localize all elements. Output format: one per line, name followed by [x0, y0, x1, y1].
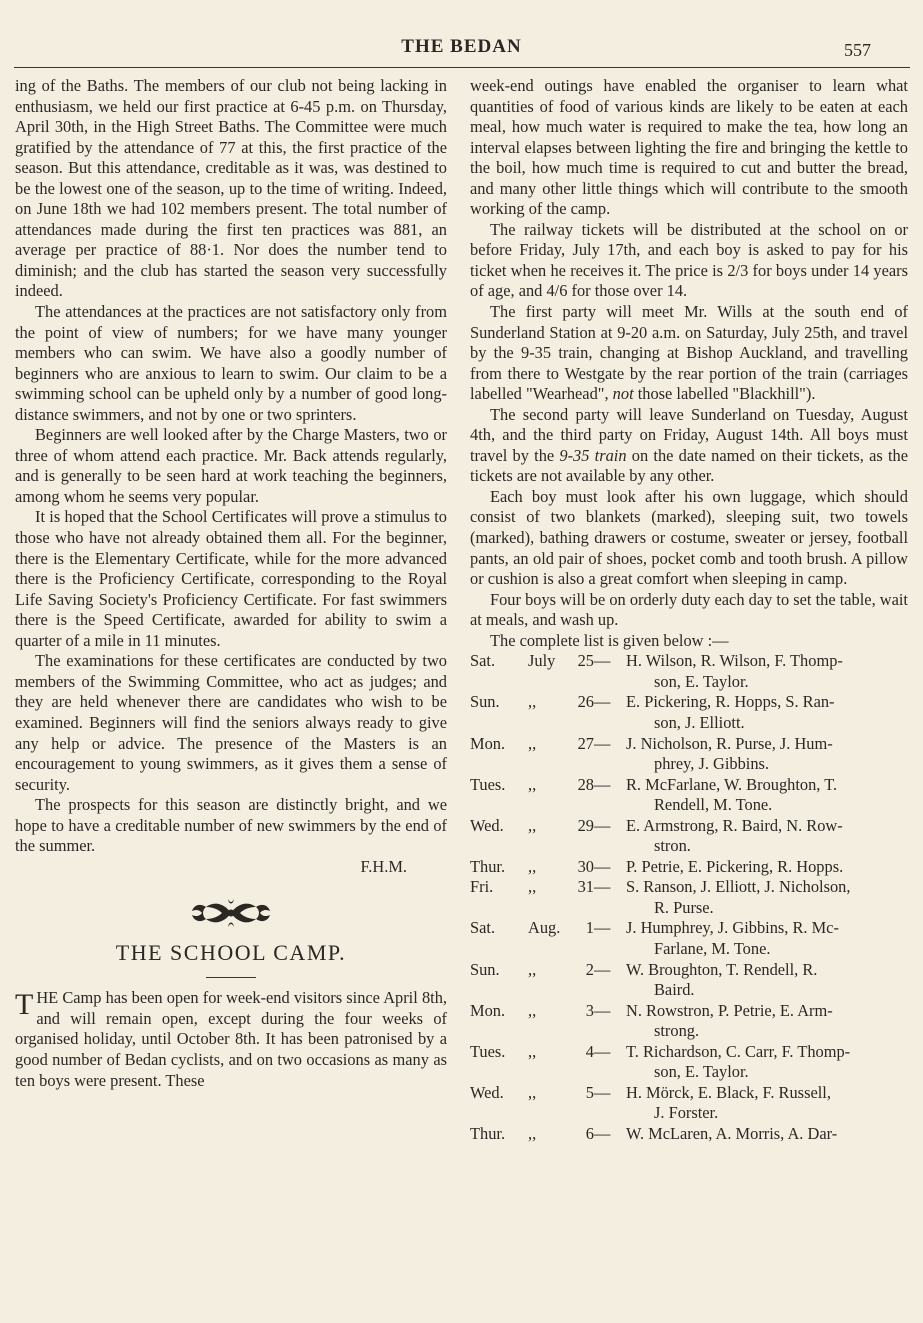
duty-month: ,,: [528, 692, 537, 712]
camp-paragraph-5-emphasis: 9-35 train: [559, 445, 627, 465]
heading-rule: [206, 977, 256, 978]
camp-paragraph-4-emphasis: not: [612, 384, 634, 404]
duty-day: Tues.: [470, 1041, 506, 1061]
duty-names-line-1: H. Mörck, E. Black, F. Russell,: [626, 1082, 831, 1102]
duty-day: Sat.: [470, 918, 496, 938]
duty-month: ,,: [528, 959, 537, 979]
duty-list-item: [470, 734, 908, 775]
duty-day: Sat.: [470, 651, 496, 671]
duty-date: 5: [585, 1082, 594, 1102]
duty-dash: —: [594, 959, 611, 979]
duty-names-line-1: N. Rowstron, P. Petrie, E. Arm-: [626, 1000, 833, 1020]
duty-dash: —: [594, 651, 611, 671]
duty-list-item: [470, 877, 908, 918]
fleuron-ornament-icon: [188, 893, 274, 933]
duty-list-item: [470, 918, 908, 959]
duty-date: 31: [577, 877, 594, 897]
drop-cap: T: [15, 988, 34, 1022]
orderly-duty-list: [470, 651, 908, 1144]
author-signature: F.H.M.: [360, 856, 407, 876]
swimming-paragraph-1: ing of the Baths. The members of our club not being lacking in enthusiasm, we held our first practice at 6-45 p.m. on Thursday, April 30th, in the High Street Baths. The Committee were much gratified by the attendance of 77 at this, the first practice of the season. But this attendance, creditable as it was, was destined to be the lowest one of the season, up to the time of writing. Indeed, on June 18th we had 102 members present. The total number of attendances made during the first ten practices was 881, an average per practice of 88·1. Nor does the number tend to diminish; and the club has started the season very successfully indeed.: [15, 76, 447, 301]
left-column: [15, 76, 447, 1091]
duty-date: 1: [585, 918, 594, 938]
duty-dash: —: [594, 1000, 611, 1020]
camp-paragraph-8: The complete list is given below :—: [490, 630, 729, 650]
duty-dash: —: [594, 733, 611, 753]
duty-dash: —: [594, 918, 611, 938]
duty-names-line-1: T. Richardson, C. Carr, F. Thomp-: [626, 1041, 851, 1061]
camp-paragraph-3: The railway tickets will be distributed at the school on or before Friday, July 17th, and each boy is asked to pay for his ticket when he receives it. The price is 2/3 for boys under 14 years of age, and 4/6 for those over 14.: [470, 219, 908, 301]
duty-names-line-1: R. McFarlane, W. Broughton, T.: [626, 774, 838, 794]
page-number: 557: [844, 40, 871, 60]
duty-date: 2: [585, 959, 594, 979]
duty-dash: —: [594, 877, 611, 897]
duty-dash: —: [594, 774, 611, 794]
duty-month: ,,: [528, 1123, 537, 1143]
camp-paragraph-5-text-a: The second party will leave Sunderland on Tuesday, August 4th, and the third party on Friday, August 14th. All boys must travel by the: [470, 404, 908, 465]
duty-date: 30: [577, 856, 594, 876]
camp-paragraph-6: Each boy must look after his own luggage, which should consist of two blankets (marked), sleeping suit, two towels (marked), bathing drawers or costume, sweater or jersey, football pants, an old pair of shoes, pocket comb and tooth brush. A pillow or cushion is also a great comfort when sleeping in camp.: [470, 486, 908, 589]
duty-month: July: [528, 651, 556, 671]
duty-list-item: [470, 816, 908, 857]
duty-date: 4: [585, 1041, 594, 1061]
swimming-paragraph-4: It is hoped that the School Certificates will prove a stimulus to those who have not already obtained them all. For the beginner, there is the Elementary Certificate, while for the more advanced there is the Proficiency Certificate, corresponding to the Royal Life Saving Society's Proficiency Certificate. For fast swimmers there is the Speed Certificate, awarded for ability to swim a quarter of a mile in 11 minutes.: [15, 507, 447, 650]
duty-names-line-1: S. Ranson, J. Elliott, J. Nicholson,: [626, 877, 851, 897]
duty-list-item: [470, 1001, 908, 1042]
duty-day: Mon.: [470, 1000, 506, 1020]
duty-day: Sun.: [470, 692, 500, 712]
duty-month: ,,: [528, 774, 537, 794]
camp-paragraph-5-text-b: on the date named on their tickets, as the tickets are not available by any other.: [470, 445, 908, 486]
duty-names-line-2: strong.: [654, 1021, 700, 1041]
duty-dash: —: [594, 856, 611, 876]
camp-paragraph-1-text: HE Camp has been open for week-end visitors since April 8th, and will remain open, except during the four weeks of organised holiday, until October 8th. It has been patronised by a good number of Bedan cyclists, and on two occasions as many as ten boys were present. These: [15, 988, 447, 1090]
duty-month: Aug.: [528, 918, 561, 938]
swimming-paragraph-2: The attendances at the practices are not satisfactory only from the point of view of numbers; for we have many younger members who can swim. We have also a goodly number of beginners who are anxious to learn to swim. Our claim to be a swimming school can be upheld only by a number of good long-distance swimmers, and not by one or two sprinters.: [15, 302, 447, 424]
duty-names-line-1: H. Wilson, R. Wilson, F. Thomp-: [626, 651, 843, 671]
duty-names-line-1: J. Nicholson, R. Purse, J. Hum-: [626, 733, 833, 753]
duty-date: 6: [585, 1123, 594, 1143]
duty-names-line-2: son, E. Taylor.: [654, 671, 749, 691]
duty-month: ,,: [528, 1000, 537, 1020]
duty-dash: —: [594, 692, 611, 712]
duty-list-item: [470, 1124, 908, 1145]
header-rule: [14, 67, 910, 68]
running-head: [0, 36, 923, 66]
duty-day: Wed.: [470, 815, 504, 835]
duty-date: 25: [577, 651, 594, 671]
duty-list-item: [470, 857, 908, 878]
duty-list-item: [470, 1083, 908, 1124]
swimming-paragraph-6: The prospects for this season are distinctly bright, and we hope to have a creditable number of new swimmers by the end of the summer.: [15, 795, 447, 856]
duty-names-line-2: son, J. Elliott.: [654, 712, 745, 732]
camp-paragraph-7: Four boys will be on orderly duty each day to set the table, wait at meals, and wash up.: [470, 589, 908, 630]
duty-names-line-2: J. Forster.: [654, 1103, 719, 1123]
duty-day: Thur.: [470, 856, 506, 876]
duty-day: Fri.: [470, 877, 494, 897]
duty-list-item: [470, 960, 908, 1001]
swimming-paragraph-5: The examinations for these certificates are conducted by two members of the Swimming Committee, who act as judges; and they are held whenever there are candidates who wish to be examined. Beginners will find the seniors always ready to give any help or advice. The presence of the Masters is an encouragement to young swimmers, as it gives them a sense of security.: [15, 651, 447, 794]
duty-dash: —: [594, 815, 611, 835]
duty-date: 26: [577, 692, 594, 712]
duty-names-line-2: phrey, J. Gibbins.: [654, 754, 770, 774]
duty-list-item: [470, 775, 908, 816]
duty-month: ,,: [528, 877, 537, 897]
duty-date: 28: [577, 774, 594, 794]
duty-date: 3: [585, 1000, 594, 1020]
camp-paragraph-4-text-b: those labelled "Blackhill").: [633, 384, 816, 404]
swimming-paragraph-3: Beginners are well looked after by the Charge Masters, two or three of whom attend each practice. Mr. Back attends regularly, and is generally to be seen hard at work teaching the beginners, among whom he seems very popular.: [15, 425, 447, 506]
duty-names-line-1: W. McLaren, A. Morris, A. Dar-: [626, 1123, 838, 1143]
duty-names-line-1: W. Broughton, T. Rendell, R.: [626, 959, 818, 979]
camp-paragraph-4: [470, 302, 908, 405]
right-column: [470, 76, 908, 1144]
duty-day: Sun.: [470, 959, 500, 979]
duty-month: ,,: [528, 856, 537, 876]
duty-day: Wed.: [470, 1082, 504, 1102]
duty-dash: —: [594, 1041, 611, 1061]
journal-title: THE BEDAN: [401, 36, 522, 57]
duty-names-line-2: Rendell, M. Tone.: [654, 795, 773, 815]
duty-month: ,,: [528, 1082, 537, 1102]
duty-day: Tues.: [470, 774, 506, 794]
duty-names-line-1: J. Humphrey, J. Gibbins, R. Mc-: [626, 918, 839, 938]
duty-day: Mon.: [470, 733, 506, 753]
duty-names-line-2: Farlane, M. Tone.: [654, 938, 771, 958]
duty-list-item: [470, 1042, 908, 1083]
camp-paragraph-2: week-end outings have enabled the organiser to learn what quantities of food of various kinds are likely to be eaten at each meal, how much water is required to make the tea, how long an interval elapses between lighting the fire and bringing the kettle to the boil, how much time is required to cut and butter the bread, and many other little things which will contribute to the smooth working of the camp.: [470, 76, 908, 219]
duty-names-line-1: P. Petrie, E. Pickering, R. Hopps.: [626, 856, 844, 876]
camp-paragraph-4-text-a: The first party will meet Mr. Wills at the south end of Sunderland Station at 9-20 a.m. on Saturday, July 25th, and travel by the 9-35 train, changing at Bishop Auckland, and travelling from there to Westgate by the rear portion of the train (carriages labelled "Wearhead",: [470, 302, 908, 404]
duty-dash: —: [594, 1123, 611, 1143]
duty-date: 27: [577, 733, 594, 753]
duty-day: Thur.: [470, 1123, 506, 1143]
duty-date: 29: [577, 815, 594, 835]
duty-list-item: [470, 692, 908, 733]
duty-names-line-2: R. Purse.: [654, 897, 714, 917]
duty-month: ,,: [528, 815, 537, 835]
duty-names-line-1: E. Pickering, R. Hopps, S. Ran-: [626, 692, 835, 712]
camp-paragraph-5: [470, 405, 908, 487]
duty-dash: —: [594, 1082, 611, 1102]
duty-names-line-2: Baird.: [654, 980, 695, 1000]
duty-names-line-2: son, E. Taylor.: [654, 1062, 749, 1082]
duty-names-line-2: stron.: [654, 836, 691, 856]
duty-month: ,,: [528, 1041, 537, 1061]
camp-section-heading: THE SCHOOL CAMP.: [115, 940, 347, 966]
duty-names-line-1: E. Armstrong, R. Baird, N. Row-: [626, 815, 843, 835]
duty-list-item: [470, 651, 908, 692]
camp-paragraph-1: [15, 988, 447, 1091]
duty-month: ,,: [528, 733, 537, 753]
